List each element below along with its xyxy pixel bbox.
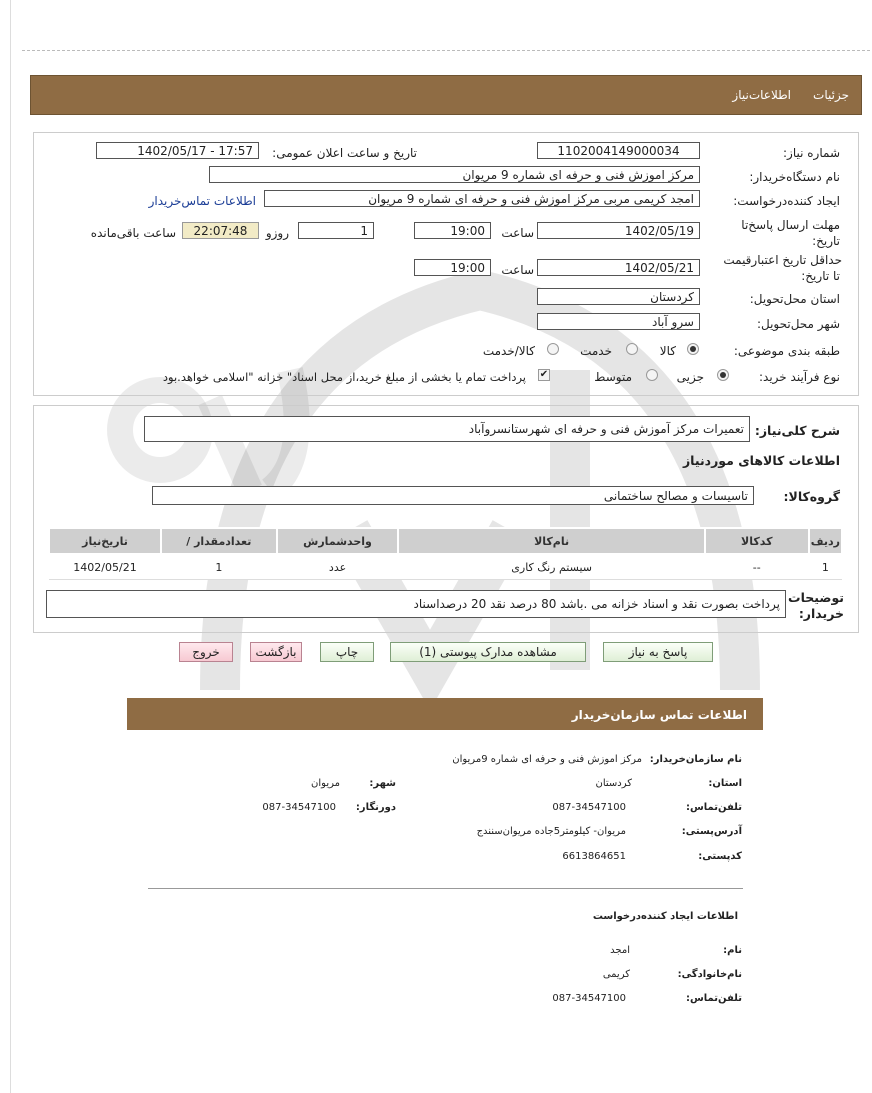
view-attachments-button[interactable]: مشاهده مدارک پیوستی (1) (390, 642, 586, 662)
category-label: طبقه بندی موضوعی: (733, 344, 840, 358)
contact-phone-label: تلفن‌تماس: (685, 802, 742, 813)
goods-group-label: گروه‌کالا: (783, 489, 840, 504)
goods-group-field: تاسیسات و مصالح ساختمانی (152, 486, 754, 505)
buyer-contact-link[interactable]: اطلاعات تماس‌خریدار (148, 194, 256, 208)
treasury-payment-note: پرداخت تمام یا بخشی از مبلغ خرید،از محل اسناد" خزانه "اسلامی خواهد.بود (162, 370, 526, 384)
days-field: 1 (298, 222, 374, 239)
process-medium-label: متوسط (594, 370, 632, 384)
cell-need-date: 1402/05/21 (49, 554, 161, 580)
contact-org-label: نام سازمان‌خریدار: (649, 754, 742, 765)
contact-postal-label: کد‌پستی: (698, 851, 742, 862)
deadline-time-field: 19:00 (414, 222, 491, 239)
cell-goods-code: -- (705, 554, 809, 580)
process-label: نوع فرآیند خرید: (759, 370, 840, 384)
goods-table-header (49, 528, 842, 554)
col-quantity: تعدادمقدار / (161, 528, 277, 554)
tab-details[interactable]: جزئیات (813, 88, 849, 102)
province-field: کردستان (537, 288, 700, 305)
top-divider (22, 50, 870, 51)
category-goods-service-label: کالا/خدمت (482, 344, 535, 358)
city-label: شهر محل‌تحویل: (756, 317, 840, 331)
province-label: استان محل‌تحویل: (749, 292, 840, 306)
buyer-notes-field: پرداخت بصورت نقد و اسناد خزانه می .باشد 80 درصد نقد 20 درصداسناد (46, 590, 786, 618)
creator-family-value: کریمی (602, 969, 630, 980)
creator-phone-label: تلفن‌تماس: (685, 993, 742, 1004)
creator-label: ایجاد کننده‌درخواست: (733, 194, 840, 208)
validity-label-line2: تا تاریخ: (801, 269, 840, 283)
general-description-label: شرح کلی‌نیاز: (754, 423, 840, 438)
process-medium-radio[interactable] (646, 369, 658, 381)
cell-goods-name: سیستم رنگ کاری (398, 554, 704, 580)
tab-need-info[interactable]: اطلاعات‌نیاز (732, 88, 791, 102)
announce-datetime-field: 1402/05/17 - 17:57 (96, 142, 259, 159)
buyer-org-label: نام دستگاه‌خریدار: (749, 170, 840, 184)
need-number-label: شماره نیاز: (783, 146, 840, 160)
cell-quantity: 1 (161, 554, 277, 580)
validity-time-label: ساعت (501, 263, 534, 277)
creator-name-label: نام: (723, 945, 742, 956)
contact-fax-label: دورنگار: (355, 802, 396, 813)
exit-button[interactable]: خروج (179, 642, 233, 662)
category-goods-radio[interactable] (687, 343, 699, 355)
city-field: سرو آباد (537, 313, 700, 330)
validity-date-field: 1402/05/21 (537, 259, 700, 276)
page-left-border (10, 0, 11, 1093)
contact-province-value: کردستان (595, 778, 632, 789)
contact-phone-value: 087-34547100 (552, 802, 626, 813)
creator-field: امجد کریمی مربی مرکز اموزش فنی و حرفه ای شماره 9 مریوان (264, 190, 700, 207)
validity-label-line1: حداقل تاریخ اعتبار‌قیمت (723, 253, 842, 267)
deadline-date-field: 1402/05/19 (537, 222, 700, 239)
col-goods-code: کدکالا (705, 528, 809, 554)
deadline-label-line2: تاریخ: (812, 234, 840, 248)
col-unit: واحدشمارش (277, 528, 399, 554)
contact-province-label: استان: (708, 778, 742, 789)
deadline-label-line1: مهلت ارسال پاسخ‌تا (741, 218, 840, 232)
contact-postal-value: 6613864651 (562, 851, 626, 862)
section-divider (148, 888, 743, 889)
reply-button[interactable]: پاسخ به نیاز (603, 642, 713, 662)
col-need-date: تاریخ‌نیاز (49, 528, 161, 554)
treasury-payment-checkbox[interactable]: ✔ (539, 369, 549, 380)
remaining-label: ساعت باقی‌مانده (90, 226, 176, 240)
print-button[interactable]: چاپ (320, 642, 374, 662)
contact-city-label: شهر: (369, 778, 396, 789)
creator-phone-value: 087-34547100 (552, 993, 626, 1004)
category-goods-label: کالا (659, 344, 676, 358)
remaining-time-field: 22:07:48 (182, 222, 259, 239)
validity-time-field: 19:00 (414, 259, 491, 276)
creator-name-value: امجد (610, 945, 630, 956)
contact-city-value: مریوان (311, 778, 340, 789)
contact-address-label: آدرس‌پستی: (681, 826, 742, 837)
goods-table (48, 527, 843, 580)
buyer-org-field: مرکز اموزش فنی و حرفه ای شماره 9 مریوان (209, 166, 700, 183)
category-service-label: خدمت (580, 344, 612, 358)
need-number-field: 1102004149000034 (537, 142, 700, 159)
process-partial-radio[interactable] (717, 369, 729, 381)
buyer-notes-label-line1: توضیحات (788, 590, 844, 605)
header-tab-bar (30, 75, 862, 115)
general-description-field: تعمیرات مرکز آموزش فنی و حرفه ای شهرستانسروآباد (144, 416, 750, 442)
goods-info-title: اطلاعات کالاهای موردنیاز (682, 453, 840, 468)
contact-org-value: مرکز اموزش فنی و حرفه ای شماره 9مریوان (452, 754, 642, 765)
contact-fax-value: 087-34547100 (262, 802, 336, 813)
col-row-number: ردیف (809, 528, 842, 554)
deadline-time-label: ساعت (501, 226, 534, 240)
back-button[interactable]: بازگشت (250, 642, 302, 662)
buyer-contact-header (127, 698, 763, 730)
buyer-contact-title: اطلاعات تماس سازمان‌خریدار (571, 708, 747, 722)
creator-family-label: نام‌خانوادگی: (677, 969, 742, 980)
process-partial-label: جزیی (676, 370, 704, 384)
contact-address-value: مریوان- کیلومتر5جاده مریوان‌سنندج (476, 826, 626, 837)
table-row (49, 554, 842, 580)
buyer-notes-label-line2: خریدار: (798, 606, 844, 621)
cell-row-number: 1 (809, 554, 842, 580)
days-label: روزو (265, 226, 289, 240)
creator-info-title: اطلاعات ایجاد کننده‌درخواست (592, 911, 738, 922)
category-service-radio[interactable] (626, 343, 638, 355)
announce-label: تاریخ و ساعت اعلان عمومی: (272, 146, 417, 160)
col-goods-name: نام‌کالا (398, 528, 704, 554)
cell-unit: عدد (277, 554, 399, 580)
category-goods-service-radio[interactable] (547, 343, 559, 355)
